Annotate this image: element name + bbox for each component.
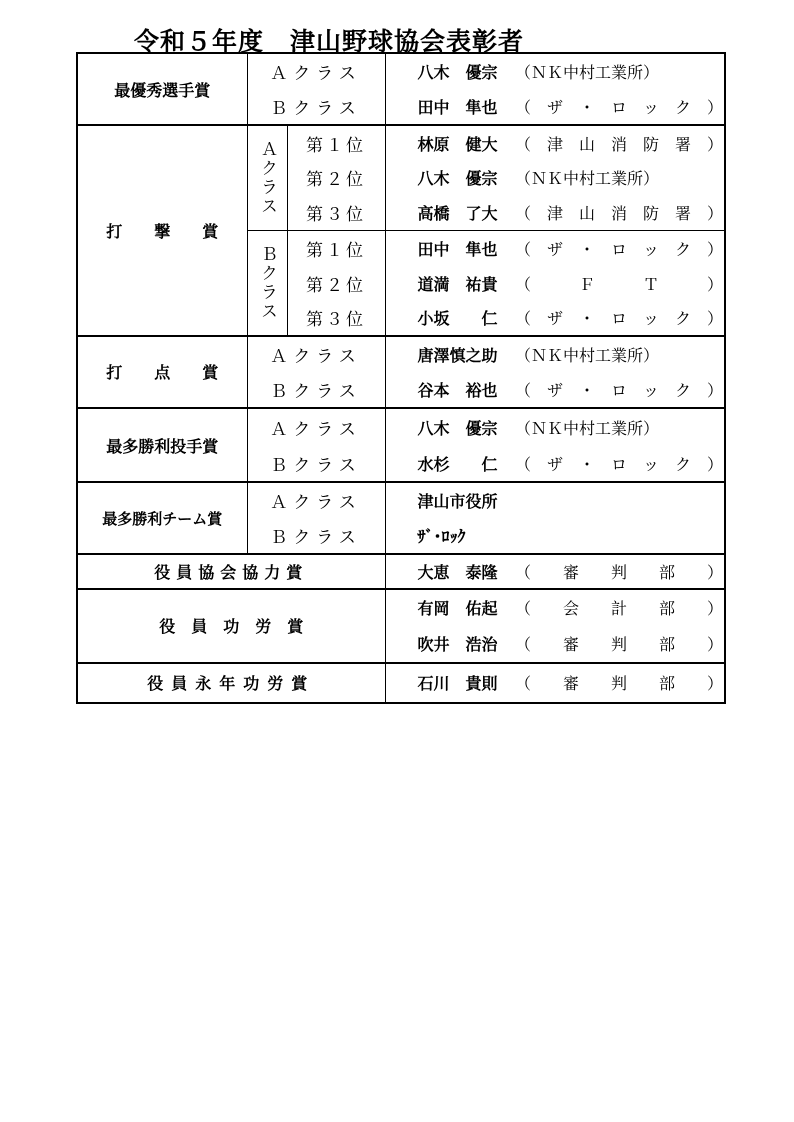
winner-org: （ 審 判 部 ） [515,663,725,703]
award-rbi-label: 打 点 賞 [77,336,247,408]
winner-org: （ 会 計 部 ） [515,589,725,626]
class-a-vertical-text: Ａクラス [257,140,277,217]
award-wins-pitcher-label: 最多勝利投手賞 [77,408,247,482]
class-b-vertical-label [247,231,287,336]
class-b-label: Ｂクラス [247,89,385,125]
rank-label: 第２位 [287,266,385,301]
rank-label: 第３位 [287,195,385,230]
winner-org: （ＮＫ中村工業所） [515,408,725,445]
winner-name: 八木 優宗 [417,169,498,189]
winner-name: 八木 優宗 [385,408,515,445]
winner-org: （ Ｆ Ｔ ） [515,274,724,294]
rank-label: 第２位 [287,160,385,195]
class-a-vertical-label [247,125,287,230]
rank-label: 第１位 [287,125,385,160]
award-wins-team-label: 最多勝利チーム賞 [77,482,247,554]
winner-org: （ ザ ・ ロ ッ ク ） [515,231,725,266]
winner-name: 有岡 佑起 [385,589,515,626]
awards-table [76,52,726,704]
class-a-label: Ａクラス [247,53,385,89]
table-row [77,663,725,703]
award-batting-label: 打 撃 賞 [77,125,247,336]
table-row [77,408,725,445]
winner-name: 田中 隼也 [385,231,515,266]
winner-name: 吹井 浩治 [417,635,498,655]
winner-name: 林原 健大 [385,125,515,160]
class-b-label: Ｂクラス [247,518,385,554]
winner-org: （ ザ ・ ロ ッ ク ） [515,98,724,118]
page-title: 令和５年度 津山野球協会表彰者 [134,27,525,56]
winner-name: 津山市役所 [385,482,725,518]
winner-org: （ 審 判 部 ） [515,635,724,655]
winner-name: 大恵 泰隆 [385,554,515,588]
class-b-label: Ｂクラス [247,372,385,408]
winner-org: （ＮＫ中村工業所） [515,63,660,83]
winner-org: （ 審 判 部 ） [515,554,725,588]
winner-org: （ＮＫ中村工業所） [515,336,725,372]
winner-name: 唐澤慎之助 [385,336,515,372]
winner-org: （ 津 山 消 防 署 ） [515,125,725,160]
rank-label: 第３位 [287,301,385,336]
winner-name: 八木 優宗 [417,63,498,83]
award-officer-merit-label: 役 員 功 労 賞 [77,589,385,663]
winner-org: （ ザ ・ ロ ッ ク ） [515,309,724,329]
winner-name: ｻﾞ･ﾛｯｸ [417,527,466,547]
winner-name: 小坂 仁 [417,309,498,329]
table-row [77,589,725,626]
table-row [77,554,725,588]
table-row [77,53,725,89]
winner-org: （ ザ ・ ロ ッ ク ） [515,380,724,400]
class-b-label: Ｂクラス [247,445,385,482]
winner-name: 道満 祐貴 [417,274,498,294]
award-officer-coop-label: 役員協会協力賞 [77,554,385,588]
table-row [77,125,725,160]
class-b-vertical-text: Ｂクラス [257,244,277,321]
class-a-label: Ａクラス [247,408,385,445]
award-mvp-label: 最優秀選手賞 [77,53,247,125]
winner-name: 高橋 了大 [417,204,498,224]
winner-org: （ 津 山 消 防 署 ） [515,204,724,224]
table-row [77,482,725,518]
award-officer-long-label: 役員永年功労賞 [77,663,385,703]
rank-label: 第１位 [287,231,385,266]
winner-org: （ ザ ・ ロ ッ ク ） [515,454,724,474]
class-a-label: Ａクラス [247,336,385,372]
table-row [77,336,725,372]
winner-org: （ＮＫ中村工業所） [515,169,660,189]
winner-name: 田中 隼也 [417,98,498,118]
winner-name: 谷本 裕也 [417,380,498,400]
class-a-label: Ａクラス [247,482,385,518]
winner-name: 石川 貴則 [385,663,515,703]
winner-name: 水杉 仁 [417,454,498,474]
